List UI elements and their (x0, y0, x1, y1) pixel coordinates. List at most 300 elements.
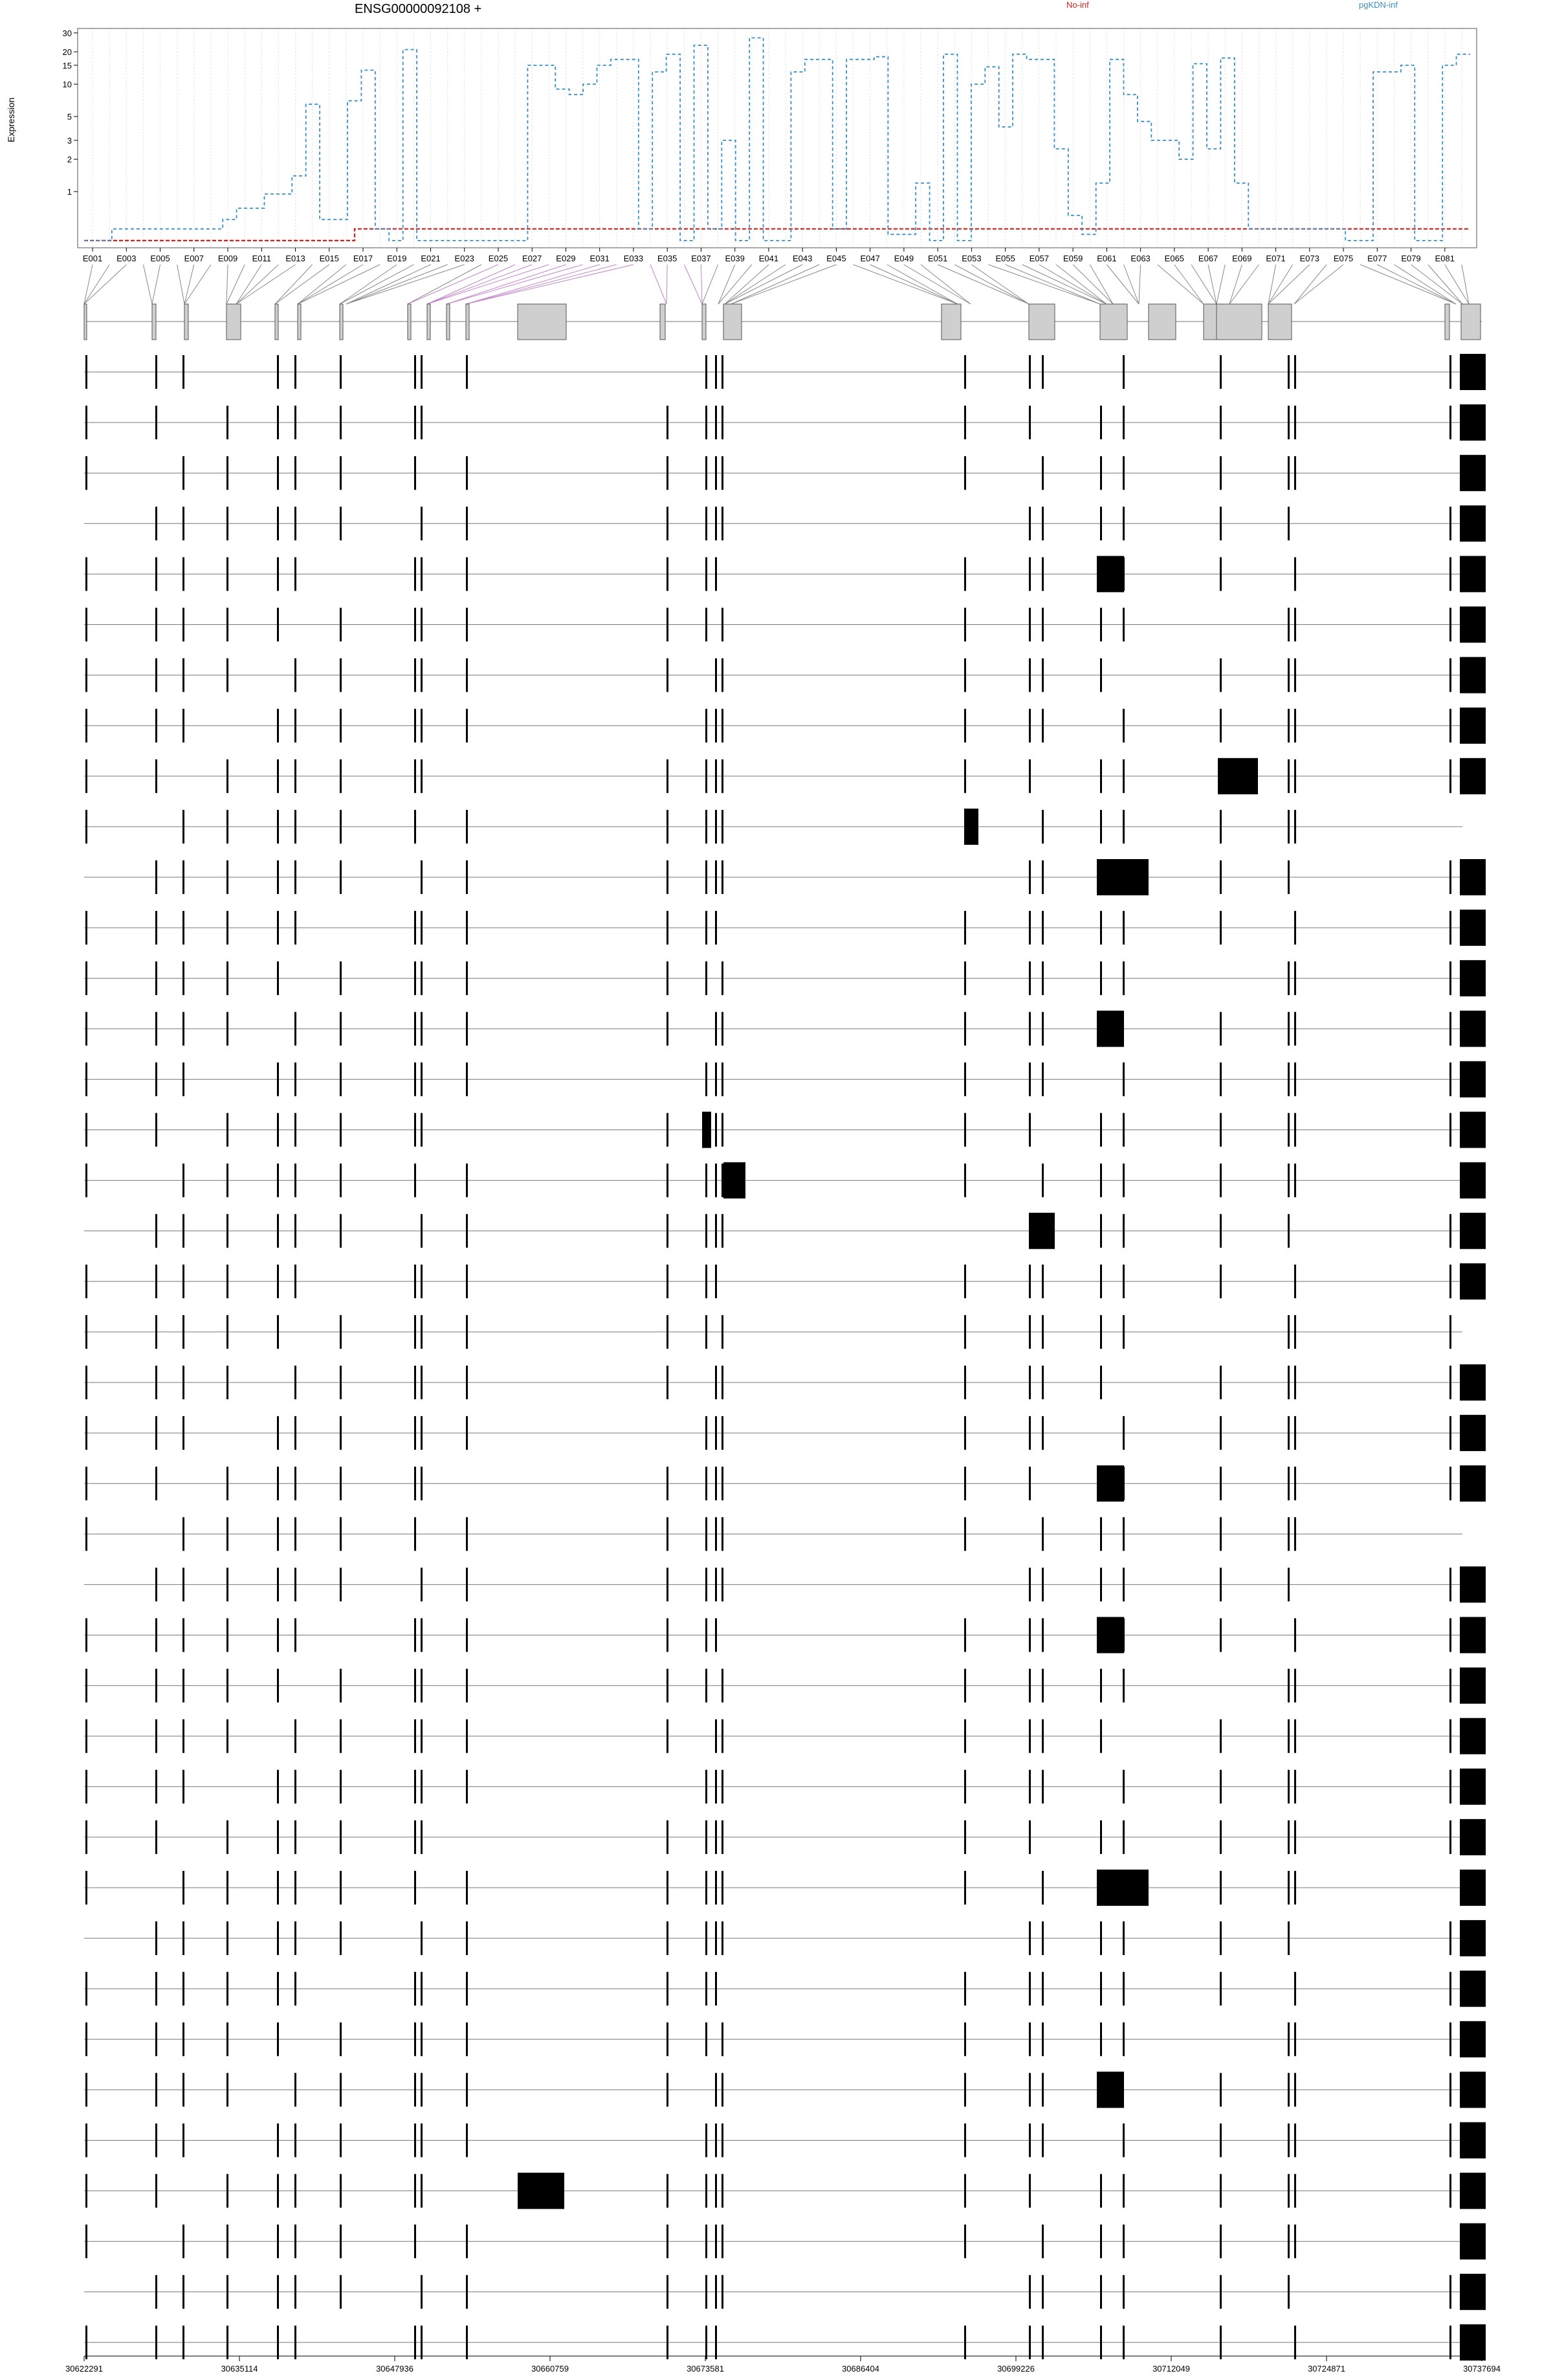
transcript-exon-tick (226, 1467, 228, 1500)
bin-connector (446, 265, 566, 304)
transcript-exon-tick (666, 1567, 668, 1601)
transcript-exon-tick (1029, 1921, 1031, 1955)
transcript-exon-tick (1449, 1214, 1451, 1248)
transcript-exon-tick (182, 2326, 184, 2359)
transcript-exon-tick (421, 1214, 423, 1248)
transcript-exon-tick (721, 1467, 723, 1500)
transcript-exon-tick (466, 1719, 468, 1753)
series-line-pgkdn-inf (84, 38, 1470, 241)
transcript-exon-tick (85, 608, 87, 642)
transcript-exon-tick (155, 1719, 157, 1753)
transcript-exon-tick (277, 1062, 279, 1096)
transcript-exon-tick (340, 1467, 342, 1500)
transcript-exon-tick (155, 2022, 157, 2056)
transcript-exon-tick (226, 456, 228, 490)
transcript-exon-tick (1449, 759, 1451, 793)
transcript-exon-tick (1294, 1467, 1296, 1500)
transcript-exon-tick (1294, 1416, 1296, 1450)
transcript-exon-tick (1123, 456, 1125, 490)
transcript-exon-tick (964, 1719, 966, 1753)
transcript-exon-tick (715, 456, 717, 490)
transcript-exon-tick (964, 1366, 966, 1399)
transcript-exon-tick (1042, 2073, 1044, 2106)
transcript-exon-tick (1029, 1669, 1031, 1703)
transcript-exon-tick (705, 1921, 707, 1955)
transcript-exon-tick (1029, 2124, 1031, 2157)
transcript-exon-tick (182, 1214, 184, 1248)
transcript-exon-tick (964, 2326, 966, 2359)
transcript-exon-tick (1123, 1315, 1125, 1349)
transcript-exon-tick (85, 659, 87, 692)
transcript-exon-tick (715, 1921, 717, 1955)
transcript-exon-tick (1294, 1517, 1296, 1551)
transcript-terminal-exon (1460, 2123, 1486, 2159)
transcript-exon-tick (1029, 1770, 1031, 1804)
transcript-terminal-exon (1460, 1415, 1486, 1451)
transcript-exon-tick (294, 1416, 296, 1450)
transcript-exon-tick (226, 1669, 228, 1703)
transcript-exon-tick (294, 1770, 296, 1804)
transcript-track (84, 1163, 1486, 1199)
transcript-exon-tick (1288, 1315, 1290, 1349)
transcript-exon-tick (1294, 1315, 1296, 1349)
transcript-exon-tick (1288, 709, 1290, 743)
transcript-terminal-exon (1460, 455, 1486, 491)
transcript-exon-tick (1100, 2174, 1102, 2208)
transcript-exon-tick (414, 810, 416, 844)
transcript-exon-tick (1220, 1164, 1222, 1197)
transcript-exon-tick (964, 608, 966, 642)
transcript-exon-tick (1449, 2326, 1451, 2359)
transcript-exon-tick (1029, 1719, 1031, 1753)
transcript-unique-exon (1097, 2071, 1124, 2108)
transcript-exon-tick (294, 759, 296, 793)
transcript-exon-tick (1449, 1467, 1451, 1500)
transcript-exon-tick (340, 1669, 342, 1703)
transcript-exon-tick (705, 2275, 707, 2309)
transcript-exon-tick (466, 1012, 468, 1045)
transcript-exon-tick (340, 1416, 342, 1450)
transcript-terminal-exon (1460, 1566, 1486, 1602)
transcript-exon-tick (1288, 2124, 1290, 2157)
transcript-exon-tick (715, 1366, 717, 1399)
transcript-exon-tick (466, 1517, 468, 1551)
transcript-exon-tick (421, 1012, 423, 1045)
transcript-exon-tick (340, 1517, 342, 1551)
transcript-exon-tick (1294, 608, 1296, 642)
transcript-exon-tick (1220, 709, 1222, 743)
transcript-exon-tick (964, 557, 966, 591)
transcript-exon-tick (721, 1719, 723, 1753)
transcript-exon-tick (421, 2073, 423, 2106)
transcript-exon-tick (85, 1315, 87, 1349)
transcript-exon-tick (1042, 1416, 1044, 1450)
transcript-exon-tick (85, 557, 87, 591)
transcript-exon-tick (666, 507, 668, 540)
transcript-exon-tick (1100, 1366, 1102, 1399)
transcript-track (84, 1112, 1486, 1148)
transcript-exon-tick (1220, 1871, 1222, 1905)
transcript-exon-tick (1220, 456, 1222, 490)
transcript-exon-tick (705, 1972, 707, 2005)
transcript-exon-tick (414, 759, 416, 793)
transcript-exon-tick (666, 1517, 668, 1551)
transcript-exon-tick (182, 2225, 184, 2258)
bin-connector (236, 265, 296, 304)
transcript-exon-tick (466, 1265, 468, 1298)
transcript-exon-tick (666, 1820, 668, 1854)
transcript-exon-tick (421, 1416, 423, 1450)
transcript-exon-tick (294, 1619, 296, 1652)
transcript-exon-tick (705, 1467, 707, 1500)
transcript-exon-tick (294, 1164, 296, 1197)
transcript-exon-tick (715, 2073, 717, 2106)
transcript-exon-tick (1100, 456, 1102, 490)
transcript-exon-tick (721, 1669, 723, 1703)
transcript-exon-tick (705, 1214, 707, 1248)
transcript-exon-tick (964, 355, 966, 389)
transcript-exon-tick (1449, 1062, 1451, 1096)
transcript-track (84, 758, 1486, 794)
transcript-exon-tick (1123, 608, 1125, 642)
transcript-exon-tick (1220, 1366, 1222, 1399)
transcript-exon-tick (1449, 1770, 1451, 1804)
transcript-terminal-exon (1460, 657, 1486, 693)
transcript-exon-tick (414, 1517, 416, 1551)
transcript-exon-tick (1449, 2275, 1451, 2309)
transcript-exon-tick (705, 1315, 707, 1349)
transcript-exon-tick (466, 659, 468, 692)
transcript-exon-tick (715, 1265, 717, 1298)
transcript-exon-tick (85, 355, 87, 389)
transcript-track (84, 2223, 1486, 2260)
transcript-exon-tick (1042, 507, 1044, 540)
transcript-exon-tick (1449, 911, 1451, 944)
bin-connector (1191, 265, 1217, 304)
transcript-exon-tick (1288, 2275, 1290, 2309)
x-tick-label: E047 (860, 254, 880, 263)
transcript-exon-tick (721, 1567, 723, 1601)
transcript-exon-tick (340, 2225, 342, 2258)
transcript-exon-tick (705, 1164, 707, 1197)
transcript-exon-tick (1123, 507, 1125, 540)
transcript-exon-tick (715, 911, 717, 944)
transcript-terminal-exon (1460, 1263, 1486, 1300)
transcript-exon-tick (414, 1366, 416, 1399)
transcript-exon-tick (466, 1315, 468, 1349)
transcript-exon-tick (340, 1062, 342, 1096)
transcript-exon-tick (294, 355, 296, 389)
transcript-exon-tick (85, 1820, 87, 1854)
transcript-exon-tick (721, 1416, 723, 1450)
transcript-exon-tick (721, 2174, 723, 2208)
transcript-terminal-exon (1460, 1465, 1486, 1501)
transcript-exon-tick (155, 2073, 157, 2106)
transcript-track (84, 1819, 1486, 1855)
transcript-terminal-exon (1460, 1718, 1486, 1754)
transcript-terminal-exon (1460, 758, 1486, 794)
transcript-exon-tick (721, 1921, 723, 1955)
transcript-exon-tick (226, 1820, 228, 1854)
transcript-exon-tick (226, 2022, 228, 2056)
transcript-exon-tick (277, 709, 279, 743)
transcript-track (84, 505, 1486, 541)
gene-model-track (84, 265, 1482, 340)
transcript-exon-tick (666, 961, 668, 995)
transcript-exon-tick (1294, 1669, 1296, 1703)
gene-model-exon (152, 304, 156, 340)
transcript-exon-tick (1042, 2275, 1044, 2309)
transcript-exon-tick (226, 406, 228, 439)
transcript-exon-tick (964, 2225, 966, 2258)
transcript-exon-tick (277, 1517, 279, 1551)
transcript-exon-tick (466, 1770, 468, 1804)
transcript-exon-tick (85, 709, 87, 743)
transcript-exon-tick (964, 659, 966, 692)
transcript-exon-tick (705, 1619, 707, 1652)
transcript-exon-tick (1042, 1669, 1044, 1703)
transcript-exon-tick (1100, 1820, 1102, 1854)
transcript-unique-exon (1097, 1465, 1124, 1501)
transcript-exon-tick (715, 1972, 717, 2005)
transcript-exon-tick (85, 1265, 87, 1298)
gene-model-exon (340, 304, 343, 340)
transcript-exon-tick (1123, 1265, 1125, 1298)
transcript-exon-tick (414, 2326, 416, 2359)
x-tick-label: E007 (184, 254, 204, 263)
transcript-exon-tick (721, 961, 723, 995)
transcript-exon-tick (1220, 1820, 1222, 1854)
transcript-track (84, 859, 1486, 895)
transcript-exon-tick (414, 1315, 416, 1349)
transcript-exon-tick (1123, 2022, 1125, 2056)
transcript-exon-tick (1288, 1467, 1290, 1500)
transcript-exon-tick (721, 659, 723, 692)
transcript-exon-tick (1294, 961, 1296, 995)
coordinate-tick-label: 30635114 (221, 2364, 258, 2374)
transcript-exon-tick (466, 1669, 468, 1703)
transcript-exon-tick (964, 1315, 966, 1349)
gene-model-exon (226, 304, 241, 340)
transcript-exon-tick (1220, 1972, 1222, 2005)
transcript-exon-tick (277, 2275, 279, 2309)
transcript-exon-tick (226, 1517, 228, 1551)
bin-connector (938, 265, 1029, 304)
x-tick-label: E003 (116, 254, 137, 263)
transcript-terminal-exon (1460, 2071, 1486, 2108)
transcript-exon-tick (155, 1467, 157, 1500)
transcript-exon-tick (1100, 1921, 1102, 1955)
transcript-track (84, 2123, 1486, 2159)
bin-connector (1411, 265, 1462, 304)
transcript-exon-tick (421, 961, 423, 995)
transcript-terminal-exon (1460, 354, 1486, 390)
x-tick-label: E079 (1401, 254, 1421, 263)
transcript-exon-tick (340, 659, 342, 692)
transcript-exon-tick (1288, 507, 1290, 540)
transcript-track (84, 1668, 1486, 1704)
transcript-exon-tick (182, 961, 184, 995)
transcript-exon-tick (277, 355, 279, 389)
transcript-exon-tick (705, 1416, 707, 1450)
transcript-unique-exon (1097, 1010, 1124, 1047)
transcript-exon-tick (421, 860, 423, 894)
transcript-exon-tick (182, 1517, 184, 1551)
transcript-exon-tick (1449, 507, 1451, 540)
transcript-exon-tick (964, 961, 966, 995)
transcript-exon-tick (466, 1062, 468, 1096)
transcript-exon-tick (1042, 1567, 1044, 1601)
transcript-exon-tick (277, 608, 279, 642)
transcript-exon-tick (182, 1770, 184, 1804)
transcript-terminal-exon (1460, 1163, 1486, 1199)
transcript-exon-tick (1449, 406, 1451, 439)
transcript-exon-tick (421, 1921, 423, 1955)
transcript-exon-tick (705, 2124, 707, 2157)
transcript-exon-tick (1294, 810, 1296, 844)
transcript-exon-tick (85, 1366, 87, 1399)
transcript-exon-tick (421, 2326, 423, 2359)
transcript-exon-tick (1220, 1567, 1222, 1601)
bin-connector (466, 265, 633, 304)
transcript-exon-tick (715, 1164, 717, 1197)
transcript-exon-tick (155, 1921, 157, 1955)
x-tick-label: E051 (927, 254, 948, 263)
transcript-terminal-exon (1460, 2021, 1486, 2057)
gene-model-exon (518, 304, 566, 340)
transcript-exon-tick (1029, 507, 1031, 540)
transcript-exon-tick (1449, 557, 1451, 591)
transcript-exon-tick (466, 1567, 468, 1601)
transcript-exon-tick (1123, 1820, 1125, 1854)
transcript-exon-tick (721, 2124, 723, 2157)
transcript-exon-tick (666, 2275, 668, 2309)
transcript-exon-tick (340, 1770, 342, 1804)
transcript-track (84, 2071, 1486, 2108)
x-tick-label: E023 (454, 254, 474, 263)
transcript-exon-tick (721, 507, 723, 540)
transcript-exon-tick (340, 709, 342, 743)
transcript-exon-tick (277, 1113, 279, 1147)
transcript-exon-tick (414, 1719, 416, 1753)
bin-connector (1229, 265, 1242, 304)
transcript-exon-tick (1288, 1820, 1290, 1854)
transcript-exon-tick (964, 1164, 966, 1197)
transcript-exon-tick (421, 1366, 423, 1399)
transcript-exon-tick (294, 2073, 296, 2106)
bin-connector (1377, 265, 1456, 304)
transcript-exon-tick (226, 557, 228, 591)
plot-frame (78, 28, 1477, 248)
transcript-exon-tick (1029, 961, 1031, 995)
transcript-exon-tick (721, 355, 723, 389)
transcript-track (84, 607, 1486, 643)
transcript-exon-tick (340, 1012, 342, 1045)
transcript-exon-tick (1449, 1416, 1451, 1450)
transcript-exon-tick (1294, 2326, 1296, 2359)
transcript-exon-tick (1123, 1113, 1125, 1147)
transcript-exon-tick (421, 557, 423, 591)
transcript-exon-tick (1449, 2124, 1451, 2157)
genomic-coordinate-axis (65, 2356, 1501, 2374)
transcript-exon-tick (705, 507, 707, 540)
transcript-exon-tick (340, 2174, 342, 2208)
coordinate-tick-label: 30647936 (376, 2364, 413, 2374)
transcript-exon-tick (666, 406, 668, 439)
transcript-exon-tick (1288, 2022, 1290, 2056)
gene-model-exon (184, 304, 188, 340)
transcript-exon-tick (421, 709, 423, 743)
transcript-exon-tick (1100, 911, 1102, 944)
transcript-exon-tick (466, 2124, 468, 2157)
transcript-exon-tick (721, 2275, 723, 2309)
transcript-terminal-exon (1460, 1213, 1486, 1249)
transcript-exon-tick (1029, 1467, 1031, 1500)
transcript-exon-tick (666, 1972, 668, 2005)
bin-connector (84, 265, 126, 304)
transcript-exon-tick (421, 911, 423, 944)
transcript-exon-tick (277, 1416, 279, 1450)
transcript-exon-tick (294, 1517, 296, 1551)
transcript-tracks (84, 354, 1486, 2361)
transcript-exon-tick (705, 1567, 707, 1601)
transcript-track (84, 1010, 1486, 1047)
transcript-exon-tick (1123, 1669, 1125, 1703)
transcript-exon-tick (1100, 2275, 1102, 2309)
bin-connector (1039, 265, 1107, 304)
transcript-exon-tick (1288, 810, 1290, 844)
transcript-exon-tick (964, 1820, 966, 1854)
transcript-exon-tick (1288, 1719, 1290, 1753)
transcript-exon-tick (1029, 659, 1031, 692)
transcript-unique-exon (723, 1163, 745, 1199)
transcript-exon-tick (1100, 1972, 1102, 2005)
transcript-exon-tick (715, 1467, 717, 1500)
transcript-terminal-exon (1460, 1364, 1486, 1401)
transcript-exon-tick (705, 355, 707, 389)
transcript-exon-tick (421, 1669, 423, 1703)
bin-connector (298, 265, 363, 304)
transcript-exon-tick (1100, 810, 1102, 844)
transcript-exon-tick (1294, 1113, 1296, 1147)
bin-connector (184, 265, 211, 304)
transcript-exon-tick (414, 456, 416, 490)
transcript-exon-tick (1220, 810, 1222, 844)
transcript-exon-tick (340, 1567, 342, 1601)
transcript-exon-tick (964, 456, 966, 490)
transcript-exon-tick (1449, 1619, 1451, 1652)
x-tick-label: E061 (1097, 254, 1117, 263)
bin-connector (684, 265, 702, 304)
transcript-exon-tick (715, 1719, 717, 1753)
transcript-exon-tick (421, 659, 423, 692)
transcript-exon-tick (155, 1012, 157, 1045)
transcript-exon-tick (294, 2174, 296, 2208)
transcript-exon-tick (85, 1719, 87, 1753)
transcript-exon-tick (1042, 355, 1044, 389)
transcript-track (84, 1870, 1486, 1906)
transcript-exon-tick (277, 961, 279, 995)
transcript-exon-tick (1029, 911, 1031, 944)
gene-model-exon (1268, 304, 1292, 340)
coordinate-tick-label: 30673581 (687, 2364, 724, 2374)
transcript-exon-tick (1288, 1214, 1290, 1248)
transcript-exon-tick (414, 1770, 416, 1804)
bin-connector (427, 265, 532, 304)
transcript-exon-tick (964, 1416, 966, 1450)
transcript-exon-tick (155, 961, 157, 995)
transcript-track (84, 657, 1486, 693)
